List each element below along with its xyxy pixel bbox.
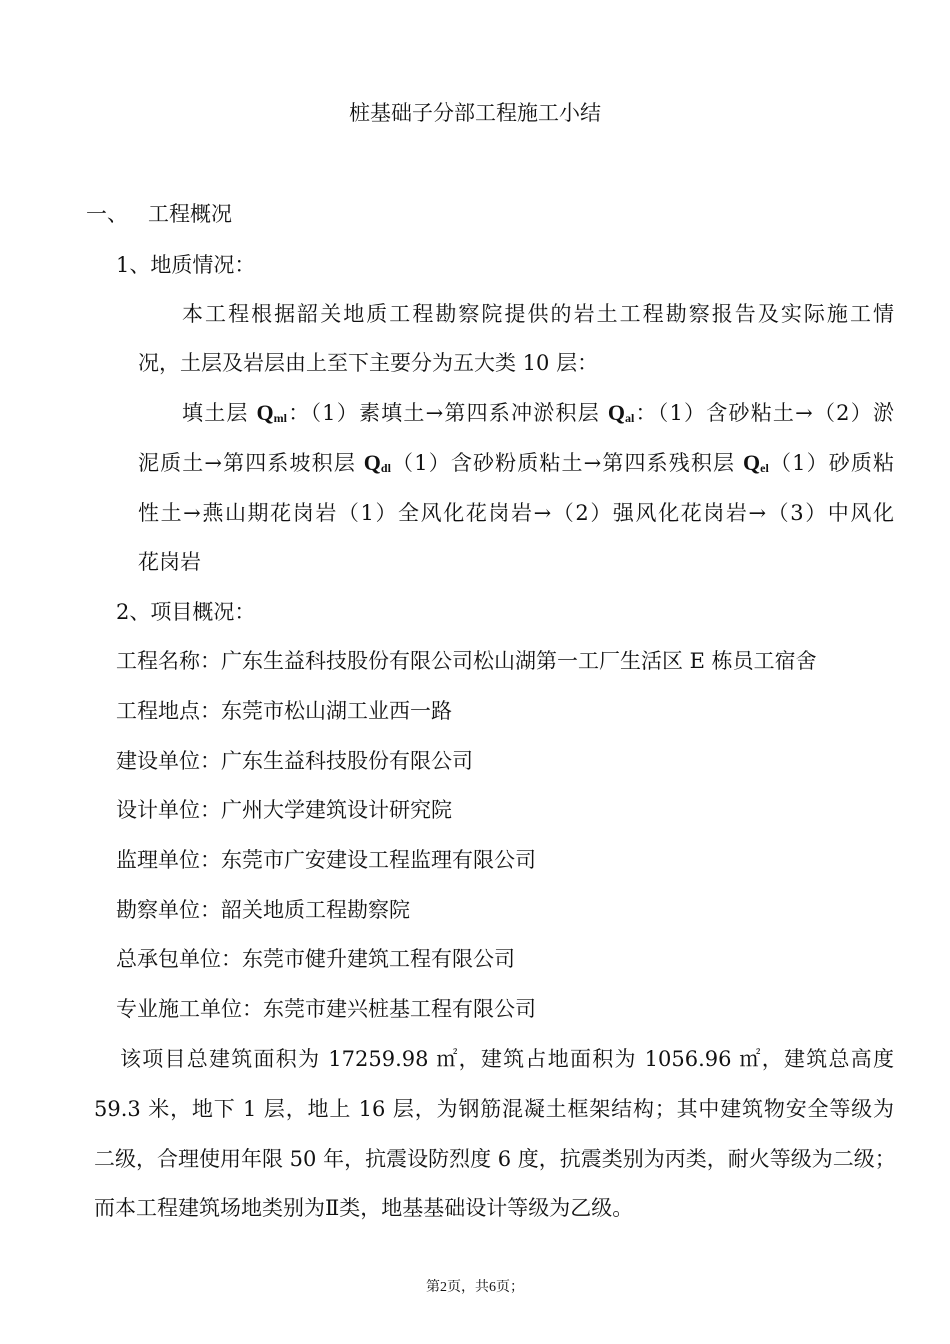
project-item <box>116 944 515 974</box>
section-title: 工程概况 <box>148 202 232 226</box>
strata-text: 填土层 <box>182 401 257 425</box>
geology-paragraph-line: 况，土层及岩层由上至下主要分为五大类 10 层： <box>138 351 599 375</box>
project-item <box>116 746 473 776</box>
item-value: 东莞市松山湖工业西一路 <box>221 699 452 723</box>
geology-heading: 1、地质情况： <box>116 253 256 277</box>
item-label: 建设单位： <box>116 749 221 773</box>
strata-symbol-qdl: $Q_{dl}$ <box>363 450 391 475</box>
strata-text: （1）含砂粉质粘土→第四系残积层 <box>390 451 744 475</box>
item-label: 工程名称： <box>116 649 221 673</box>
strata-symbol-qal: $Q_{al}$ <box>607 400 635 425</box>
item-label: 工程地点： <box>116 699 221 723</box>
item-label: 总承包单位： <box>116 947 242 971</box>
item-label: 勘察单位： <box>116 898 221 922</box>
strata-line: 性土→燕山期花岗岩（1）全风化花岗岩→（2）强风化花岗岩→（3）中风化 <box>138 501 894 525</box>
strata-line: 花岗岩 <box>138 550 201 574</box>
summary-line: 二级，合理使用年限 50 年，抗震设防烈度 6 度，抗震类别为丙类，耐火等级为二级； <box>94 1147 896 1171</box>
item-label: 设计单位： <box>116 798 221 822</box>
summary-line: 而本工程建筑场地类别为Ⅱ类，地基基础设计等级为乙级。 <box>94 1196 634 1220</box>
strata-text: ：（1）素填土→第四系冲淤积层 <box>287 401 608 425</box>
strata-symbol-qel: $Q_{el}$ <box>743 450 769 475</box>
project-item <box>116 895 410 925</box>
project-heading: 2、项目概况： <box>116 600 256 624</box>
item-value: 东莞市广安建设工程监理有限公司 <box>221 848 536 872</box>
strata-text: （1）砂质粘 <box>768 451 894 475</box>
geology-paragraph-line: 本工程根据韶关地质工程勘察院提供的岩土工程勘察报告及实际施工情 <box>182 302 894 326</box>
strata-symbol-qml: $Q_{ml}$ <box>256 400 288 425</box>
project-item <box>116 696 452 726</box>
summary-line: 59.3 米，地下 1 层，地上 16 层，为钢筋混凝土框架结构；其中建筑物安全等级为 <box>94 1097 894 1121</box>
project-item <box>116 646 817 676</box>
page-footer: 第2页，共6页； <box>426 1280 524 1295</box>
item-value: 东莞市建兴桩基工程有限公司 <box>263 997 536 1021</box>
strata-line <box>182 398 894 431</box>
item-value: 韶关地质工程勘察院 <box>221 898 410 922</box>
project-item <box>116 795 452 825</box>
item-label: 监理单位： <box>116 848 221 872</box>
item-value: 广东生益科技股份有限公司 <box>221 749 473 773</box>
document-title: 桩基础子分部工程施工小结 <box>349 101 601 125</box>
item-value: 东莞市健升建筑工程有限公司 <box>242 947 515 971</box>
project-item <box>116 994 536 1024</box>
summary-line: 该项目总建筑面积为 17259.98 ㎡，建筑占地面积为 1056.96 ㎡，建筑总高度 <box>120 1047 894 1071</box>
item-label: 专业施工单位： <box>116 997 263 1021</box>
section-number: 一、 <box>86 202 128 226</box>
project-item <box>116 845 536 875</box>
strata-text: ：（1）含砂粘土→（2）淤 <box>634 401 894 425</box>
strata-line <box>138 448 894 481</box>
item-value: 广州大学建筑设计研究院 <box>221 798 452 822</box>
strata-text: 泥质土→第四系坡积层 <box>138 451 364 475</box>
item-value: 广东生益科技股份有限公司松山湖第一工厂生活区 E 栋员工宿舍 <box>221 649 817 673</box>
